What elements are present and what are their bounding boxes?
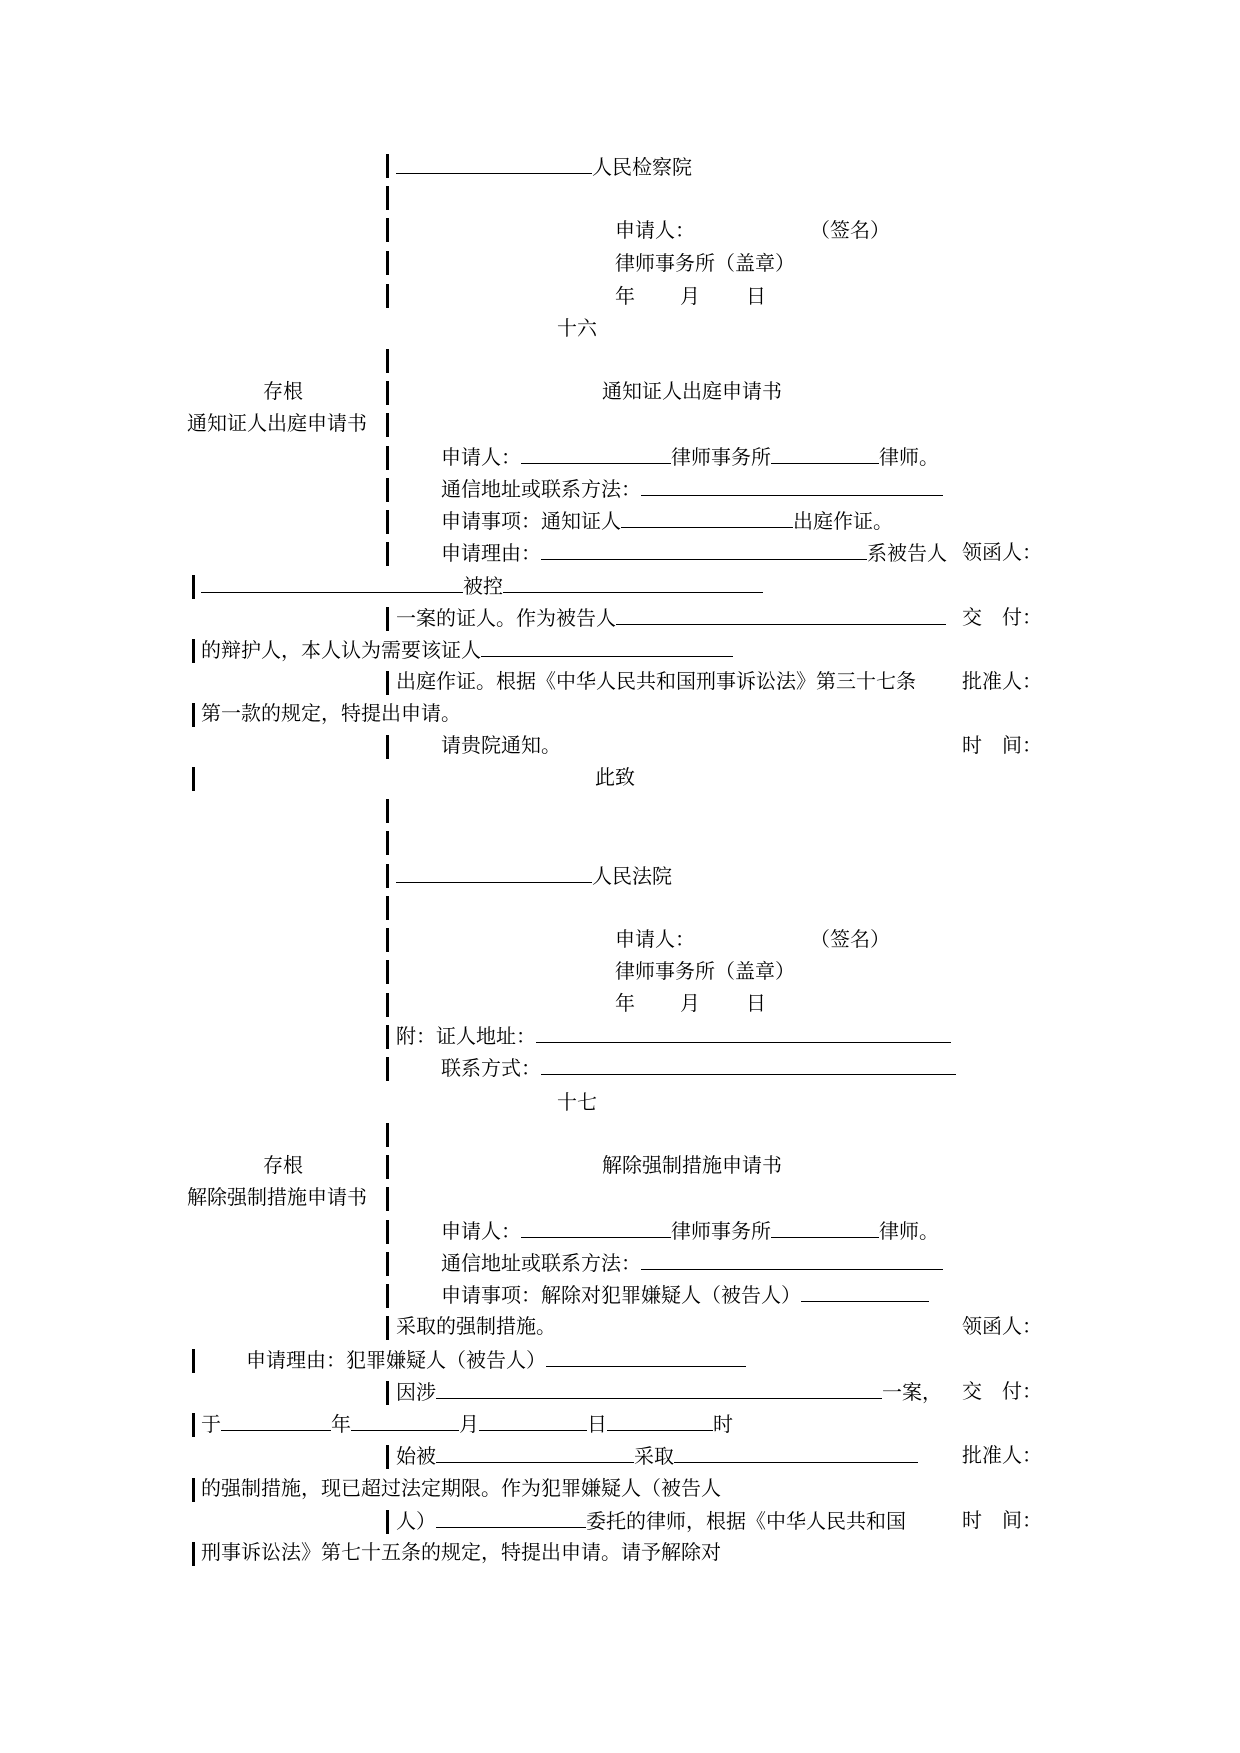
applicant-line — [441, 443, 939, 470]
matter-text: 申请事项：解除对犯罪嫌疑人（被告人） — [441, 1283, 801, 1307]
accused-line — [201, 572, 763, 599]
stub-separator — [386, 735, 389, 759]
stub-separator — [386, 349, 389, 373]
stub-separator — [386, 671, 389, 695]
applicant-name-field[interactable] — [521, 1217, 671, 1238]
sign-firm-seal-label: 律师事务所（盖章） — [615, 959, 795, 983]
firm-label: 律师事务所 — [671, 445, 771, 469]
stub-separator — [386, 960, 389, 984]
stub-separator — [386, 993, 389, 1017]
stub-separator — [192, 1478, 195, 1502]
stub-separator — [192, 1413, 195, 1437]
stub-separator — [386, 381, 389, 405]
reason-line — [246, 1346, 746, 1373]
firm-name-field[interactable] — [771, 443, 879, 464]
day-field[interactable] — [479, 1410, 587, 1431]
firm-label: 律师事务所 — [671, 1219, 771, 1243]
stub-separator — [386, 1187, 389, 1211]
involved-line — [396, 1378, 942, 1405]
stub-separator — [386, 607, 389, 631]
stub-separator — [192, 639, 195, 663]
matter-suffix: 出庭作证。 — [793, 509, 893, 533]
deliver-label: 交 付： — [962, 605, 1042, 629]
case-name-field[interactable] — [436, 1378, 882, 1399]
stub-separator — [386, 1057, 389, 1081]
stub-separator — [386, 1123, 389, 1147]
entrusted-suffix: 委托的律师，根据《中华人民共和国 — [586, 1509, 906, 1533]
date-month-label: 月 — [459, 1412, 479, 1436]
address-field[interactable] — [641, 1249, 943, 1270]
sign-signature-label: （签名） — [810, 927, 890, 951]
address-line — [441, 475, 943, 502]
testify-line: 出庭作证。根据《中华人民共和国刑事诉讼法》第三十七条 — [396, 669, 916, 693]
stub-separator — [386, 928, 389, 952]
measure-field[interactable] — [674, 1442, 918, 1463]
stub-separator — [386, 1220, 389, 1244]
stub-separator — [386, 154, 389, 178]
firm-name-field[interactable] — [771, 1217, 879, 1238]
reason-label: 申请理由： — [441, 541, 541, 565]
address-field[interactable] — [641, 475, 943, 496]
reason-mid: 系被告人 — [867, 541, 947, 565]
stub-separator — [386, 510, 389, 534]
address-label: 通信地址或联系方法： — [441, 1251, 641, 1275]
suspect-name-field-2[interactable] — [546, 1346, 746, 1367]
defender-text: 的辩护人，本人认为需要该证人 — [201, 638, 481, 662]
stub-separator — [192, 575, 195, 599]
deliver-label: 交 付： — [962, 1379, 1042, 1403]
section-number: 十七 — [557, 1090, 597, 1114]
stub-separator — [386, 1252, 389, 1276]
stub-separator — [386, 1445, 389, 1469]
stub-separator — [386, 186, 389, 210]
accused-label: 被控 — [463, 574, 503, 598]
stub-separator — [192, 1349, 195, 1373]
time-label: 时 间： — [962, 733, 1042, 757]
matter-prefix: 申请事项：通知证人 — [441, 509, 621, 533]
date-year-label: 年 — [331, 1412, 351, 1436]
stub-separator — [386, 1284, 389, 1308]
section-number: 十六 — [557, 316, 597, 340]
stub-title-1: 存根 — [263, 1153, 303, 1177]
court-label: 人民法院 — [592, 864, 672, 888]
reason-line — [441, 539, 947, 566]
begin-line — [396, 1442, 918, 1469]
sign-applicant-label: 申请人： — [615, 927, 695, 951]
sign-day-label: 日 — [746, 991, 766, 1015]
entrusted-prefix: 人） — [396, 1509, 436, 1533]
stub-title-2: 通知证人出庭申请书 — [187, 411, 367, 435]
stub-separator — [192, 703, 195, 727]
begin-mid: 采取 — [634, 1444, 674, 1468]
stub-separator — [386, 864, 389, 888]
contact-field[interactable] — [541, 1054, 956, 1075]
law-line: 刑事诉讼法》第七十五条的规定，特提出申请。请予解除对 — [201, 1540, 721, 1564]
client-name-field[interactable] — [436, 1507, 586, 1528]
involved-suffix: 一案， — [882, 1380, 942, 1404]
reason-text: 申请理由：犯罪嫌疑人（被告人） — [246, 1348, 546, 1372]
stub-title-2: 解除强制措施申请书 — [187, 1185, 367, 1209]
stub-separator — [386, 1155, 389, 1179]
measures-line: 采取的强制措施。 — [396, 1314, 556, 1338]
suspect-name-field[interactable] — [801, 1281, 929, 1302]
month-field[interactable] — [351, 1410, 459, 1431]
stub-separator — [386, 1510, 389, 1534]
matter-line — [441, 1281, 929, 1308]
procuratorate-label: 人民检察院 — [592, 155, 692, 179]
stub-separator — [386, 478, 389, 502]
witness-address-field[interactable] — [536, 1022, 951, 1043]
sign-signature-label: （签名） — [810, 218, 890, 242]
court-name-field[interactable] — [396, 862, 592, 883]
address-line — [441, 1249, 943, 1276]
stub-separator — [386, 1025, 389, 1049]
procuratorate-blank[interactable] — [396, 153, 592, 174]
applicant-name-field[interactable] — [521, 443, 671, 464]
stub-separator — [386, 1381, 389, 1405]
applicant-label: 申请人： — [441, 445, 521, 469]
stub-separator — [192, 1542, 195, 1566]
stub-separator — [386, 896, 389, 920]
overdue-line: 的强制措施，现已超过法定期限。作为犯罪嫌疑人（被告人 — [201, 1476, 721, 1500]
stub-separator — [386, 218, 389, 242]
stub-separator — [386, 1316, 389, 1340]
stub-separator — [386, 251, 389, 275]
case-line — [396, 604, 946, 631]
matter-line — [441, 507, 893, 534]
defendant-name-field[interactable] — [616, 604, 946, 625]
regards-line: 此致 — [595, 765, 635, 789]
attach-label: 附：证人地址： — [396, 1024, 536, 1048]
address-label: 通信地址或联系方法： — [441, 477, 641, 501]
attach-line — [396, 1022, 951, 1049]
time-label: 时 间： — [962, 1508, 1042, 1532]
applicant-line — [441, 1217, 939, 1244]
hour-field[interactable] — [607, 1410, 713, 1431]
defender-line — [201, 636, 733, 663]
lawyer-label: 律师。 — [879, 445, 939, 469]
clause-line: 第一款的规定，特提出申请。 — [201, 701, 461, 725]
accused-name-field[interactable] — [201, 572, 463, 593]
court-line — [396, 862, 672, 889]
stub-separator — [192, 767, 195, 791]
begin-prefix: 始被 — [396, 1444, 436, 1468]
applicant-label: 申请人： — [441, 1219, 521, 1243]
stub-separator — [386, 284, 389, 308]
reason-field[interactable] — [541, 539, 867, 560]
stub-separator — [386, 831, 389, 855]
date-hour-label: 时 — [713, 1412, 733, 1436]
recipient-label: 领函人： — [962, 540, 1042, 564]
witness-name-field[interactable] — [621, 507, 793, 528]
stub-separator — [386, 542, 389, 566]
document-title: 通知证人出庭申请书 — [602, 379, 782, 403]
contact-label: 联系方式： — [441, 1056, 541, 1080]
entrusted-line — [396, 1507, 906, 1534]
witness-name-field-2[interactable] — [481, 636, 733, 657]
lawyer-label: 律师。 — [879, 1219, 939, 1243]
stub-separator — [386, 446, 389, 470]
procuratorate-line — [396, 153, 692, 180]
sign-month-label: 月 — [680, 991, 700, 1015]
date-prefix: 于 — [201, 1412, 221, 1436]
charge-field[interactable] — [503, 572, 763, 593]
approver-label: 批准人： — [962, 1443, 1042, 1467]
sign-month-label: 月 — [680, 284, 700, 308]
date-line — [201, 1410, 733, 1437]
sign-day-label: 日 — [746, 284, 766, 308]
approver-label: 批准人： — [962, 669, 1042, 693]
recipient-label: 领函人： — [962, 1314, 1042, 1338]
case-text: 一案的证人。作为被告人 — [396, 606, 616, 630]
involved-prefix: 因涉 — [396, 1380, 436, 1404]
please-line: 请贵院通知。 — [441, 733, 561, 757]
document-title: 解除强制措施申请书 — [602, 1153, 782, 1177]
contact-line — [441, 1054, 956, 1081]
sign-year-label: 年 — [615, 284, 635, 308]
stub-title-1: 存根 — [263, 379, 303, 403]
authority-field[interactable] — [436, 1442, 634, 1463]
sign-year-label: 年 — [615, 991, 635, 1015]
year-field[interactable] — [221, 1410, 331, 1431]
stub-separator — [386, 799, 389, 823]
date-day-label: 日 — [587, 1412, 607, 1436]
sign-firm-seal-label: 律师事务所（盖章） — [615, 251, 795, 275]
stub-separator — [386, 413, 389, 437]
sign-applicant-label: 申请人： — [615, 218, 695, 242]
